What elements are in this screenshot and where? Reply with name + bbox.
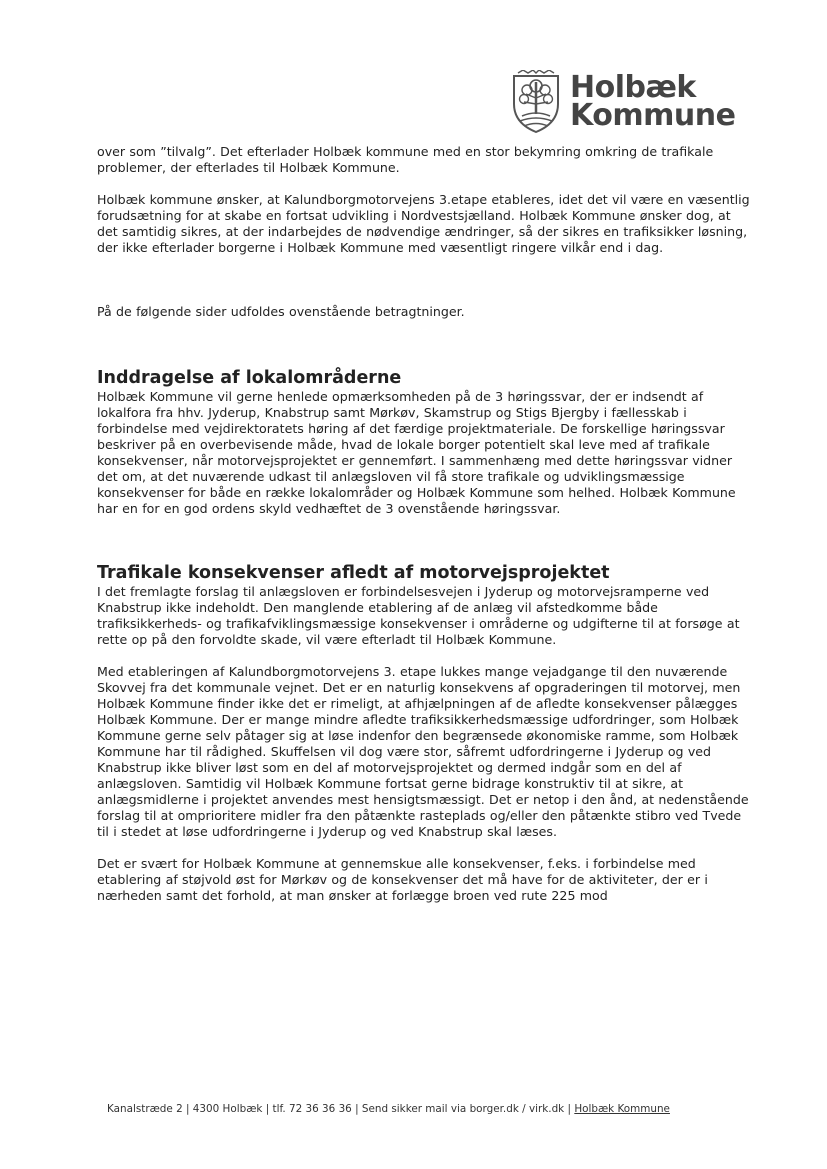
section-heading-traffic-consequences: Trafikale konsekvenser afledt af motorvejsprojektet — [97, 563, 610, 583]
coat-of-arms-icon — [510, 70, 562, 134]
paragraph-following-pages: På de følgende sider udfoldes ovenstående betragtninger. — [97, 304, 465, 319]
logo-wordmark — [570, 70, 736, 133]
paragraph-holbaek-wishes: Holbæk kommune ønsker, at Kalundborgmotorvejens 3.etape etableres, idet det vil være en væsentlig forudsætning for at skabe en fortsat udvikling i Nordvestsjælland. Holbæk Kommune ønsker dog, at det samtidig sikres, at der indarbejdes de nødvendige ændringer, så der sikres en trafiksikker løsning, der ikke efterlader borgerne i Holbæk Kommune med væsentligt ringere vilkår end i dag. — [97, 192, 750, 255]
paragraph-local-areas: Holbæk Kommune vil gerne henlede opmærksomheden på de 3 høringssvar, der er indsendt af lokalfora fra hhv. Jyderup, Knabstrup samt Mørkøv, Skamstrup og Stigs Bjergby i fællesskab i forbindelse med vejdirektoratets høring af det færdige projektmateriale. De forskellige høringssvar beskriver på en overbevisende måde, hvad de lokale borger potentielt skal leve med af trafikale konsekvenser, når motorvejsprojektet er gennemført. I sammenhæng med dette høringssvar vidner det om, at det nuværende udkast til anlægsloven vil få store trafikale og udviklingsmæssige konsekvenser for både en række lokalområder og Holbæk Kommune som helhed. Holbæk Kommune har en for en god ordens skyld vedhæftet de 3 ovenstående høringssvar. — [97, 389, 736, 516]
paragraph-traffic-1: I det fremlagte forslag til anlægsloven er forbindelsesvejen i Jyderup og motorvejsramperne ved Knabstrup ikke indeholdt. Den manglende etablering af de anlæg vil afstedkomme både trafiksikkerheds- og trafikafviklingsmæssige konsekvenser i områderne og udgifterne til at forsøge at rette op på den forvoldte skade, vil være efterladt til Holbæk Kommune. — [97, 584, 740, 647]
paragraph-traffic-2: Med etableringen af Kalundborgmotorvejens 3. etape lukkes mange vejadgange til den nuværende Skovvej fra det kommunale vejnet. Det er en naturlig konsekvens af opgraderingen til motorvej, men Holbæk Kommune finder ikke det er rimeligt, at afhjælpningen af de afledte konsekvenser pålægges Holbæk Kommune. Der er mange mindre afledte trafiksikkerhedsmæssige udfordringer, som Holbæk Kommune gerne selv påtager sig at løse indenfor den begrænsede økonomiske ramme, som Holbæk Kommune har til rådighed. Skuffelsen vil dog være stor, såfremt udfordringerne i Jyderup og ved Knabstrup ikke bliver løst som en del af motorvejsprojektet og dermed indgår som en del af anlægsloven. Samtidig vil Holbæk Kommune fortsat gerne bidrage konstruktiv til at sikre, at anlægsmidlerne i projektet anvendes mest hensigtsmæssigt. Det er netop i den ånd, at nedenstående forslag til at omprioritere midler fra den påtænkte rasteplads og/eller den påtænkte stibro ved Tvede til i stedet at løse udfordringerne i Jyderup og ved Knabstrup skal læses. — [97, 664, 749, 839]
logo-line-1: Holbæk — [570, 70, 696, 105]
section-heading-local-areas: Inddragelse af lokalområderne — [97, 368, 402, 388]
logo-line-2: Kommune — [570, 98, 736, 133]
paragraph-traffic-3: Det er svært for Holbæk Kommune at gennemskue alle konsekvenser, f.eks. i forbindelse med etablering af støjvold øst for Mørkøv og de konsekvenser det må have for de aktiviteter, der er i nærheden samt det forhold, at man ønsker at forlægge broen ved rute 225 mod — [97, 856, 708, 903]
footer-address: Kanalstræde 2 | 4300 Holbæk | tlf. 72 36 36 36 | Send sikker mail via borger.dk / virk.dk | — [107, 1103, 575, 1115]
document-body — [97, 144, 753, 904]
paragraph-intro-continuation: over som ”tilvalg”. Det efterlader Holbæk kommune med en stor bekymring omkring de trafikale problemer, der efterlades til Holbæk Kommune. — [97, 144, 714, 175]
footer-link-holbaek-kommune[interactable]: Holbæk Kommune — [574, 1103, 670, 1115]
page-footer — [107, 1103, 747, 1115]
holbaek-kommune-logo — [510, 70, 750, 134]
